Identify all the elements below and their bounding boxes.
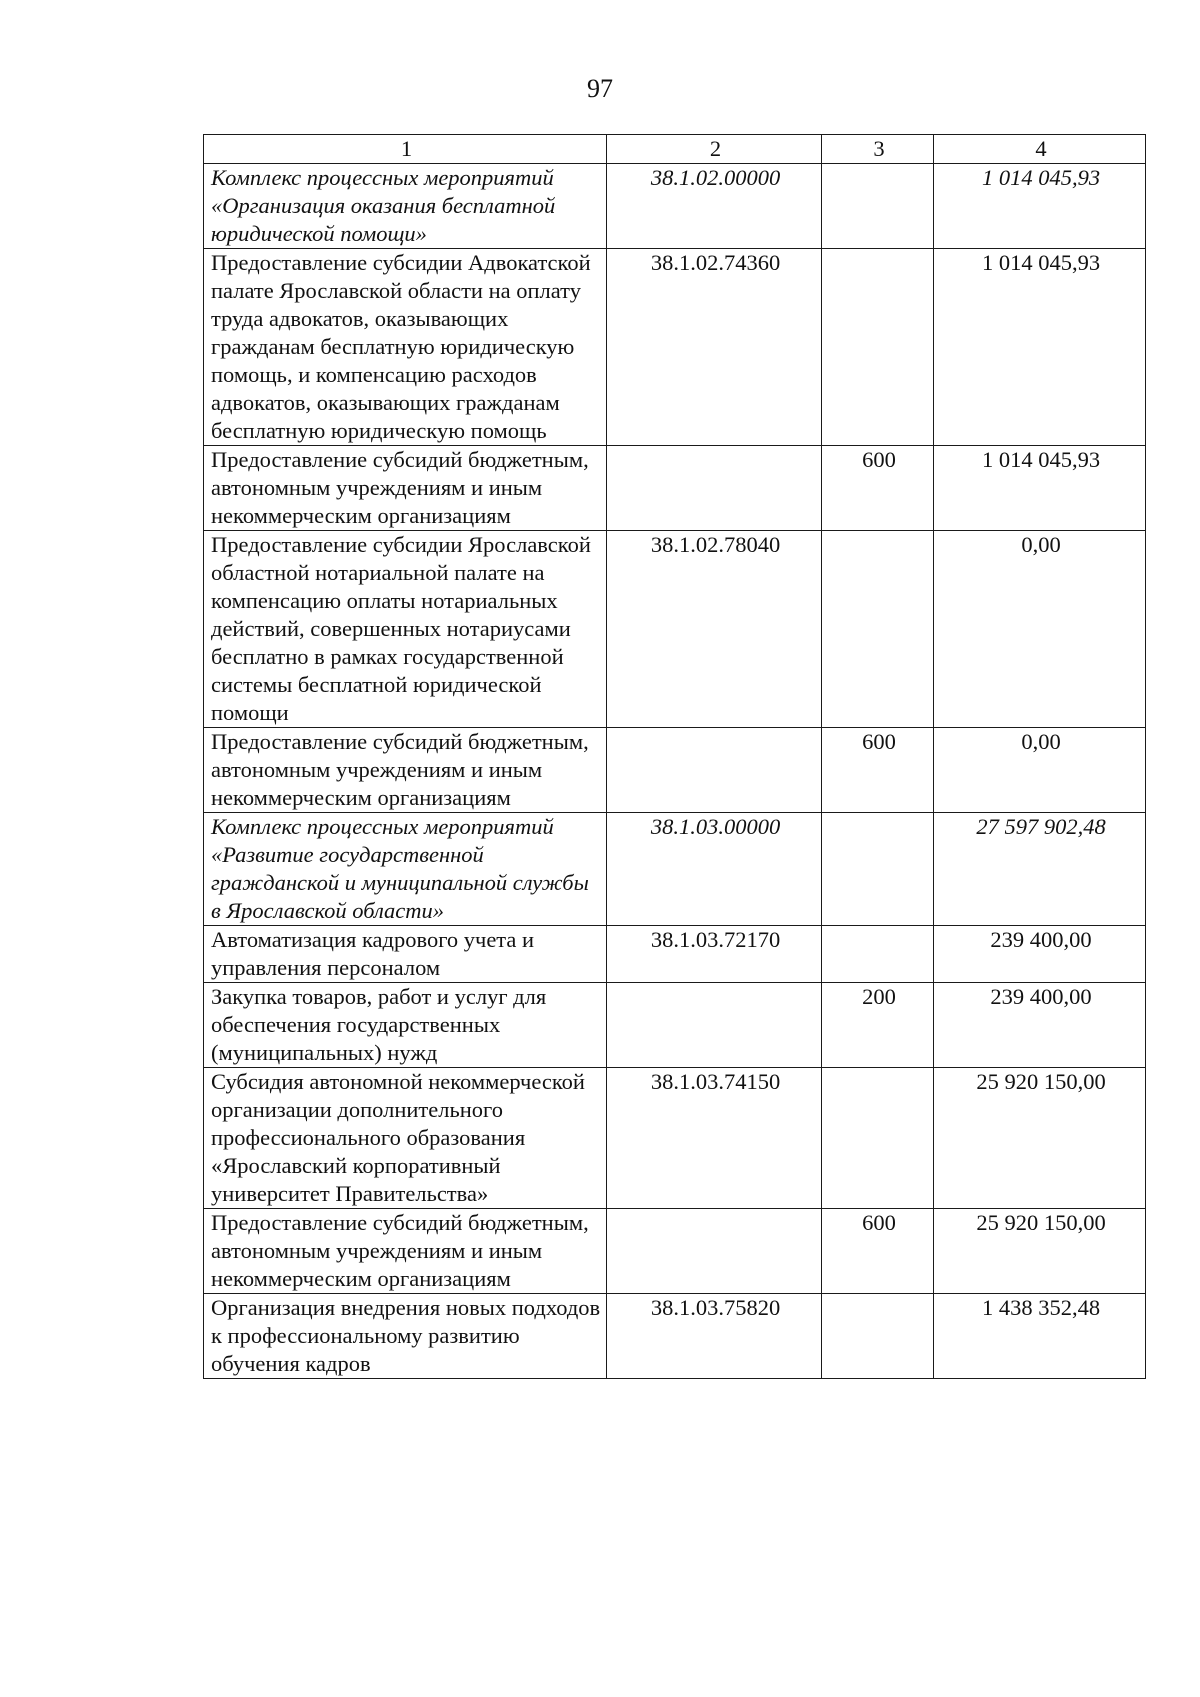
row-code-cell: 38.1.03.74150 (607, 1068, 822, 1209)
column-header-1: 1 (204, 135, 607, 164)
budget-table (203, 134, 1146, 1379)
table-row (204, 249, 1146, 446)
table-row (204, 1294, 1146, 1379)
row-amount-cell: 25 920 150,00 (934, 1068, 1146, 1209)
row-amount-cell: 0,00 (934, 728, 1146, 813)
table-row (204, 531, 1146, 728)
row-name-cell: Субсидия автономной некоммерческой организации дополнительного профессионального образования «Ярославский корпоративный университет Правительства» (204, 1068, 607, 1209)
row-name-cell: Организация внедрения новых подходов к профессиональному развитию обучения кадров (204, 1294, 607, 1379)
row-type-cell: 600 (822, 728, 934, 813)
row-code-cell: 38.1.02.00000 (607, 164, 822, 249)
row-type-cell (822, 1068, 934, 1209)
row-type-cell (822, 164, 934, 249)
row-code-cell (607, 1209, 822, 1294)
row-type-cell (822, 813, 934, 926)
row-type-cell: 600 (822, 1209, 934, 1294)
row-code-cell: 38.1.03.00000 (607, 813, 822, 926)
column-number-row (204, 135, 1146, 164)
row-amount-cell: 0,00 (934, 531, 1146, 728)
row-name-cell: Предоставление субсидий бюджетным, автономным учреждениям и иным некоммерческим организациям (204, 446, 607, 531)
row-code-cell: 38.1.02.78040 (607, 531, 822, 728)
row-code-cell (607, 728, 822, 813)
row-type-cell: 600 (822, 446, 934, 531)
row-type-cell (822, 531, 934, 728)
table-row (204, 1209, 1146, 1294)
row-name-cell: Комплекс процессных мероприятий «Организация оказания бесплатной юридической помощи» (204, 164, 607, 249)
row-name-cell: Комплекс процессных мероприятий «Развитие государственной гражданской и муниципальной службы в Ярославской области» (204, 813, 607, 926)
row-amount-cell: 1 438 352,48 (934, 1294, 1146, 1379)
table-row (204, 983, 1146, 1068)
row-amount-cell: 239 400,00 (934, 983, 1146, 1068)
row-name-cell: Закупка товаров, работ и услуг для обеспечения государственных (муниципальных) нужд (204, 983, 607, 1068)
column-header-3: 3 (822, 135, 934, 164)
column-header-2: 2 (607, 135, 822, 164)
table-row (204, 446, 1146, 531)
table-row (204, 813, 1146, 926)
row-amount-cell: 1 014 045,93 (934, 249, 1146, 446)
table-row (204, 728, 1146, 813)
column-header-4: 4 (934, 135, 1146, 164)
row-amount-cell: 239 400,00 (934, 926, 1146, 983)
row-amount-cell: 25 920 150,00 (934, 1209, 1146, 1294)
table-row (204, 926, 1146, 983)
row-code-cell: 38.1.02.74360 (607, 249, 822, 446)
row-type-cell (822, 1294, 934, 1379)
row-amount-cell: 27 597 902,48 (934, 813, 1146, 926)
row-type-cell: 200 (822, 983, 934, 1068)
table-row (204, 1068, 1146, 1209)
row-name-cell: Автоматизация кадрового учета и управления персоналом (204, 926, 607, 983)
row-type-cell (822, 249, 934, 446)
page-number: 97 (587, 74, 613, 103)
row-code-cell: 38.1.03.72170 (607, 926, 822, 983)
row-type-cell (822, 926, 934, 983)
row-name-cell: Предоставление субсидии Адвокатской палате Ярославской области на оплату труда адвокатов, оказывающих гражданам бесплатную юридическую помощь, и компенсацию расходов адвокатов, оказывающих гражданам бесплатную юридическую помощь (204, 249, 607, 446)
row-code-cell: 38.1.03.75820 (607, 1294, 822, 1379)
row-code-cell (607, 446, 822, 531)
row-name-cell: Предоставление субсидий бюджетным, автономным учреждениям и иным некоммерческим организациям (204, 1209, 607, 1294)
table-row (204, 164, 1146, 249)
table-body (204, 164, 1146, 1379)
row-amount-cell: 1 014 045,93 (934, 446, 1146, 531)
row-code-cell (607, 983, 822, 1068)
row-name-cell: Предоставление субсидии Ярославской областной нотариальной палате на компенсацию оплаты нотариальных действий, совершенных нотариусами бесплатно в рамках государственной системы бесплатной юридической помощи (204, 531, 607, 728)
row-name-cell: Предоставление субсидий бюджетным, автономным учреждениям и иным некоммерческим организациям (204, 728, 607, 813)
row-amount-cell: 1 014 045,93 (934, 164, 1146, 249)
